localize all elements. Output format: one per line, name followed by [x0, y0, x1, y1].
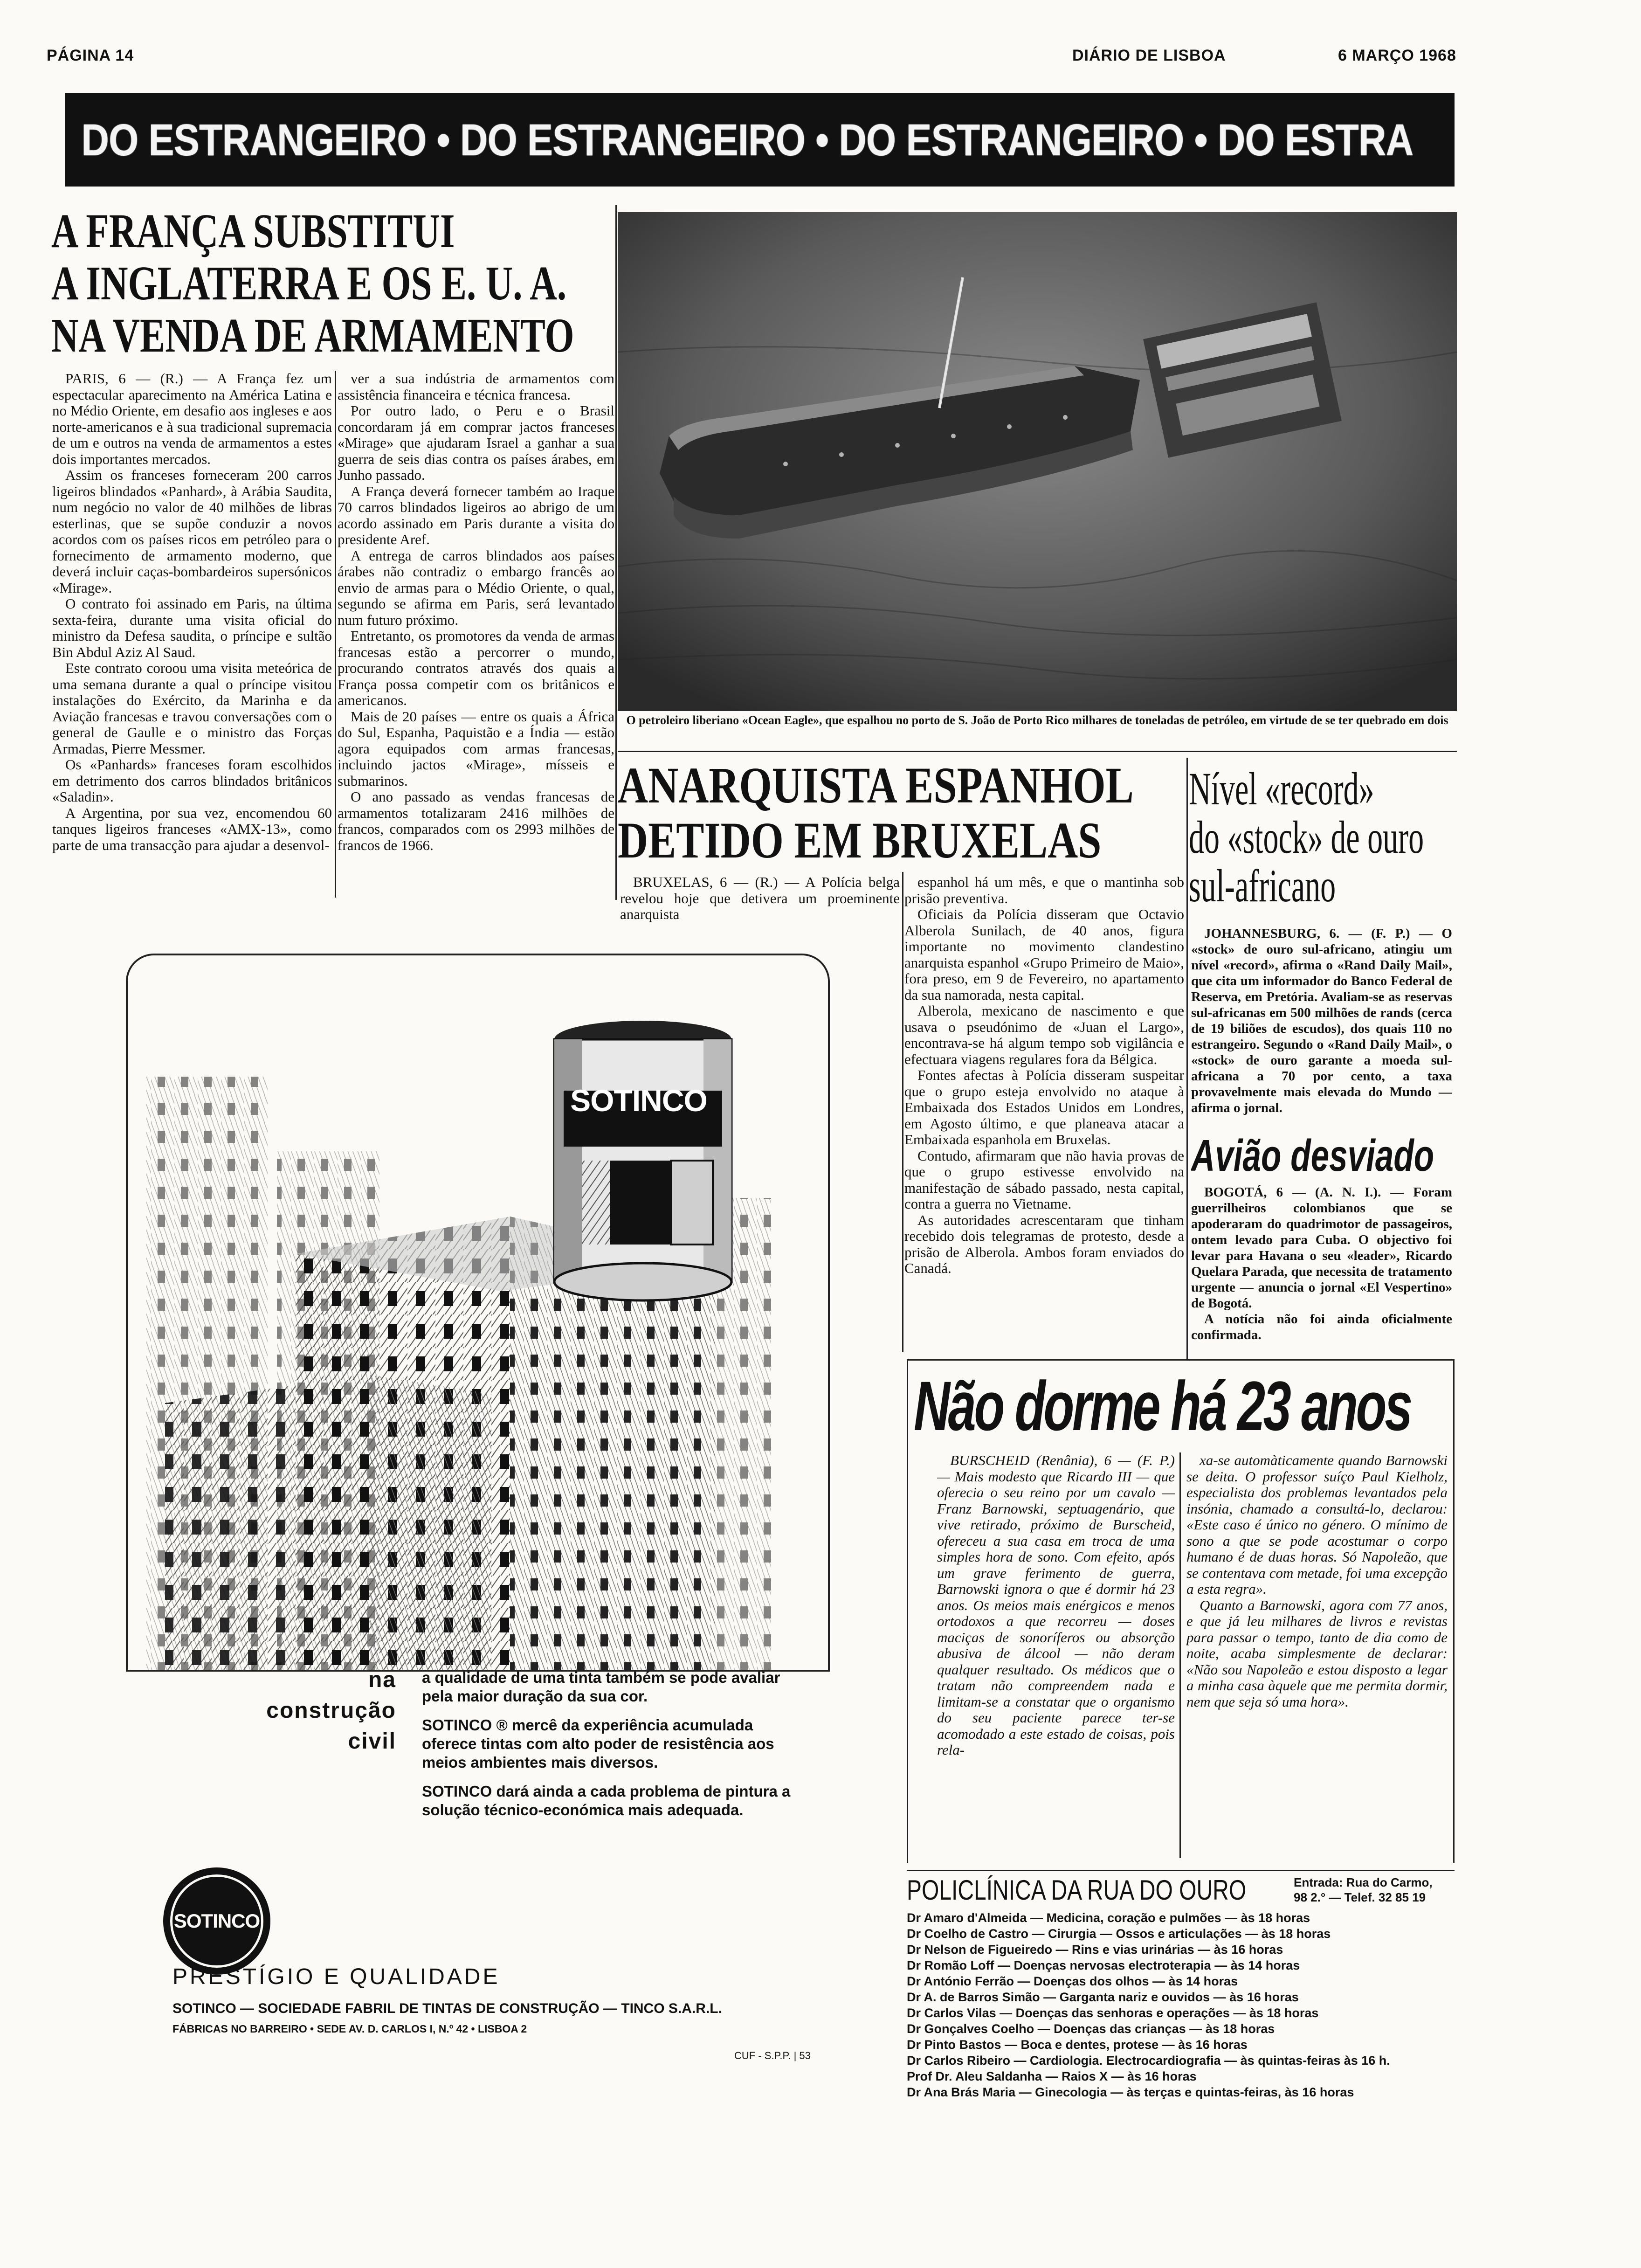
- ad-paragraph: a qualidade de uma tinta também se pode avaliar pela maior duração da sua cor.: [422, 1669, 780, 1705]
- column-rule: [335, 371, 336, 898]
- ad-tagline-line-1: na: [368, 1667, 396, 1692]
- sotinco-can-label-wrap: [559, 1075, 718, 1126]
- ad-tagline-line-3: civil: [348, 1729, 396, 1754]
- anarquista-col-2: espanhol há um mês, e que o mantinha sob prisão preventiva. Oficiais da Polícia disseram que Octavio Alberola Sunilach, de 40 anos, figura importante no movimento clandestino anarquista espanhol «Grupo Primeiro de Maio», fora preso, em 9 de Fevereiro, no apartamento da sua namorada, nesta capital. Alberola, mexicano de nascimento e que usava o pseudónimo de «Juan el Largo», encontrava-se há algum tempo sob vigilância e efectuara viagens regulares fora da Bélgica. Fontes afectas à Polícia disseram suspeitar que o grupo esteja envolvido no ataque à Embaixada dos Estados Unidos em Londres, em Agosto último, e que planeava atacar a Embaixada espanhola em Bruxelas. Contudo, afirmaram que não havia provas de que o grupo estivesse envolvido na manifestação de sábado passado, nesta capital, contra a guerra no Vietname. As autoridades acrescentaram que tinham recebido dois telegramas de protesto, desde a prisão de Alberola. Ambos foram enviados do Canadá.: [904, 874, 1184, 1276]
- dorme-headline-wrap: [914, 1369, 1450, 1443]
- anarquista-headline-line-1: ANARQUISTA ESPANHOL: [618, 758, 1134, 814]
- ad-tagline: [154, 1665, 396, 1757]
- buildings-illustration: [128, 955, 830, 1672]
- dorme-col-1: BURSCHEID (Renânia), 6 — (F. P.) — Mais modesto que Ricardo III — que oferecia o seu reino por um cavalo — Franz Barnowski, septuagenário, que vive retirado, próximo de Burscheid, ofereceu a sua casa em troca de uma simples hora de sono. Com efeito, após um grave ferimento de guerra, Barnowski ignora o que é dormir há 23 anos. Os meios mais enérgicos e menos ortodoxos a que recorreu — doses maciças de sonoríferos ou absorção abusiva de álcool — não deram qualquer resultado. Os médicos que o tratam não compreendem nada e limitam-se a constatar que o organismo do seu paciente parece ter-se acomodado a este estado de coisas, pois rela-: [937, 1452, 1175, 1758]
- aviao-headline: Avião desviado: [1191, 1131, 1434, 1181]
- clinic-address-1: Entrada: Rua do Carmo,: [1294, 1875, 1433, 1889]
- sotinco-can-label: SOTINCO: [570, 1083, 707, 1118]
- aviao-headline-wrap: [1191, 1131, 1452, 1182]
- france-headline-line-1: A FRANÇA SUBSTITUI: [51, 205, 455, 258]
- clinic-doctor: Prof Dr. Aleu Saldanha — Raios X — às 16 horas: [907, 2069, 1197, 2083]
- page-number: PÁGINA 14: [47, 47, 134, 64]
- issue-date: 6 MARÇO 1968: [1338, 47, 1456, 64]
- ad-paragraph: SOTINCO dará ainda a cada problema de pintura a solução técnico-económica mais adequada.: [422, 1783, 791, 1819]
- clinic-doctor: Dr Carlos Vilas — Doenças das senhoras e operações — às 18 horas: [907, 2006, 1319, 2020]
- column-rule: [615, 205, 617, 900]
- clinic-doctor: Dr Carlos Ribeiro — Cardiologia. Electrocardiografia — às quintas-feiras às 16 h.: [907, 2054, 1390, 2067]
- section-rule: [907, 1870, 1455, 1871]
- anarquista-col-1: BRUXELAS, 6 — (R.) — A Polícia belga revelou hoje que detivera um proeminente anarquista: [620, 874, 900, 922]
- clinic-doctor: Dr Nelson de Figueiredo — Rins e vias urinárias — às 16 horas: [907, 1943, 1283, 1957]
- column-rule: [902, 872, 903, 1352]
- clinic-doctor: Dr Ana Brás Maria — Ginecologia — às terças e quintas-feiras, às 16 horas: [907, 2085, 1354, 2099]
- ad-tagline-line-2: construção: [266, 1698, 396, 1723]
- clinic-doctor: Dr Amaro d'Almeida — Medicina, coração e pulmões — às 18 horas: [907, 1911, 1310, 1925]
- france-col-1: PARIS, 6 — (R.) — A França fez um espectacular aparecimento na América Latina e no Médio Oriente, em desafio aos ingleses e aos norte-americanos e à sua tradicional supremacia de um e outros na venda de armamentos a estes dois importantes mercados. Assim os franceses forneceram 200 carros ligeiros blindados «Panhard», à Arábia Saudita, num negócio no valor de 40 milhões de libras esterlinas, que se supõe conduzir a novos acordos com os países ricos em petróleo para o fornecimento de armamento moderno, que deverá incluir caças-bombardeiros supersónicos «Mirage». O contrato foi assinado em Paris, na última sexta-feira, durante uma visita oficial do ministro da Defesa saudita, o príncipe e sultão Bin Abdul Aziz Al Saud. Este contrato coroou uma visita meteórica de uma semana durante a qual o príncipe visitou instalações do Exército, da Marinha e da Aviação francesas e travou conversações com o general de Gaulle e o ministro das Forças Armadas, Pierre Messmer. Os «Panhards» franceses foram escolhidos em detrimento dos carros blindados britânicos «Saladin». A Argentina, por sua vez, encomendou 60 tanques ligeiros franceses «AMX-13», como parte de uma transacção para ajudar a desenvol-: [52, 371, 332, 853]
- ad-agency-code: CUF - S.P.P. | 53: [734, 2050, 811, 2061]
- clinic-doctor-list: [907, 1910, 1455, 2100]
- tanker-photo: [618, 212, 1457, 711]
- anarquista-headline: [618, 758, 1191, 870]
- ouro-headline-line-2: do «stock» de ouro: [1189, 811, 1424, 863]
- ad-address: FÁBRICAS NO BARREIRO • SEDE AV. D. CARLOS I, N.º 42 • LISBOA 2: [172, 2023, 527, 2035]
- sotinco-ad-illustration: [126, 954, 830, 1672]
- sotinco-logo: [163, 1867, 270, 1975]
- ouro-headline: [1189, 765, 1455, 919]
- france-headline-line-3: NA VENDA DE ARMAMENTO: [51, 309, 574, 362]
- aviao-body: BOGOTÁ, 6 — (A. N. I.). — Foram guerrilheiros colombianos que se apoderaram do quadrimotor de passageiros, ontem levado para Cuba. O objectivo foi levar para Havana o seu «leader», Ricardo Quelara Parada, que necessita de tratamento urgente — anuncia o jornal «El Vespertino» de Bogotá. A notícia não foi ainda oficialmente confirmada.: [1191, 1185, 1452, 1342]
- dorme-headline: Não dorme há 23 anos: [914, 1369, 1411, 1443]
- france-headline: [51, 205, 611, 364]
- france-headline-line-2: A INGLATERRA E OS E. U. A.: [51, 256, 567, 310]
- ouro-headline-line-1: Nível «record»: [1189, 765, 1374, 815]
- photo-caption: O petroleiro liberiano «Ocean Eagle», que espalhou no porto de S. João de Porto Rico milhares de toneladas de petróleo, em virtude de se ter quebrado em dois: [626, 713, 1448, 727]
- dorme-col-2: xa-se automàticamente quando Barnowski se deita. O professor suíço Paul Kielholz, especialista dos problemas levantados pela insónia, chamado a consultá-lo, declarou: «Este caso é único no género. O mínimo de sono a que se pode acostumar o corpo humano é de duas horas. Só Napoleão, que se contentava com metade, foi uma excepção a esta regra». Quanto a Barnowski, agora com 77 anos, e que já leu milhares de livros e revistas para passar o tempo, tanto de dia como de noite, acaba simplesmente de declarar: «Não sou Napoleão e estou disposto a legar a minha casa àquele que me permita dormir, nem que seja só uma hora».: [1186, 1452, 1448, 1710]
- clinic-doctor: Dr António Ferrão — Doenças dos olhos — às 14 horas: [907, 1974, 1238, 1988]
- france-col-2: ver a sua indústria de armamentos com assistência financeira e técnica francesa. Por outro lado, o Peru e o Brasil concordaram já em comprar jactos franceses «Mirage» que ajudaram Israel a ganhar a sua guerra de seis dias contra os países árabes, em Junho passado. A França deverá fornecer também ao Iraque 70 carros blindados ligeiros ao abrigo de um acordo assinado em Paris durante a visita do presidente Aref. A entrega de carros blindados aos países árabes não contradiz o embargo francês ao envio de armas para o Médio Oriente, o qual, segundo se afirma em Paris, será levantado num futuro próximo. Entretanto, os promotores da venda de armas francesas estão a percorrer o mundo, procurando contratos através dos quais a França possa competir com os britânicos e americanos. Mais de 20 países — entre os quais a África do Sul, Espanha, Paquistão e a Índia — estão agora equipados com armas francesas, incluindo jactos «Mirage», mísseis e submarinos. O ano passado as vendas francesas de armamentos totalizaram 2416 milhões de francos, comparados com os 2993 milhões de francos de 1966.: [338, 371, 614, 853]
- clinic-title: POLICLÍNICA DA RUA DO OURO: [907, 1874, 1247, 1906]
- newspaper-name: DIÁRIO DE LISBOA: [1072, 47, 1226, 64]
- section-banner: DO ESTRANGEIRO • DO ESTRANGEIRO • DO ESTRANGEIRO • DO ESTRA: [65, 93, 1455, 187]
- clinic-doctor: Dr Gonçalves Coelho — Doenças das crianças — às 18 horas: [907, 2022, 1275, 2036]
- ad-slogan: PRESTÍGIO E QUALIDADE: [172, 1964, 500, 1989]
- section-rule: [618, 751, 1457, 752]
- clinic-doctor: Dr A. de Barros Simão — Garganta nariz e ouvidos — às 16 horas: [907, 1990, 1299, 2004]
- clinic-address-2: 98 2.° — Telef. 32 85 19: [1294, 1890, 1426, 1904]
- anarquista-headline-line-2: DETIDO EM BRUXELAS: [618, 812, 1102, 869]
- ouro-headline-line-3: sul-africano: [1189, 860, 1336, 912]
- clinic-doctor: Dr Romão Loff — Doenças nervosas electroterapia — às 14 horas: [907, 1958, 1300, 1972]
- column-rule: [1186, 758, 1188, 1359]
- column-rule: [1179, 1452, 1181, 1858]
- ad-paragraphs: [422, 1668, 804, 1819]
- clinic-doctor: Dr Coelho de Castro — Cirurgia — Ossos e articulações — às 18 horas: [907, 1927, 1331, 1941]
- tanker-photo-art: [618, 212, 1457, 711]
- clinic-doctor: Dr Pinto Bastos — Boca e dentes, protese — às 16 horas: [907, 2038, 1248, 2052]
- sotinco-logo-text: SOTINCO: [173, 1910, 260, 1932]
- sotinco-logo-ring: [170, 1874, 263, 1968]
- ouro-body: JOHANNESBURG, 6. — (F. P.) — O «stock» de ouro sul-africano, atingiu um nível «record», afirma o «Rand Daily Mail», que cita um informador do Banco Federal de Reserva, em Pretória. Avaliam-se as reservas sul-africanas em 500 milhões de rands (cerca de 19 biliões de escudos), dos quais 110 no estrangeiro. Segundo o «Rand Daily Mail», o «stock» de ouro garante a moeda sul-africana a 70 por cento, a taxa provavelmente mais elevada do Mundo — afirma o jornal.: [1191, 926, 1452, 1115]
- clinic-block: [907, 1874, 1455, 2099]
- ad-company: SOTINCO — SOCIEDADE FABRIL DE TINTAS DE CONSTRUÇÃO — TINCO S.A.R.L.: [172, 2001, 722, 2016]
- ad-paragraph: SOTINCO ® mercê da experiência acumulada oferece tintas com alto poder de resistência aos meios ambientes mais diversos.: [422, 1716, 774, 1771]
